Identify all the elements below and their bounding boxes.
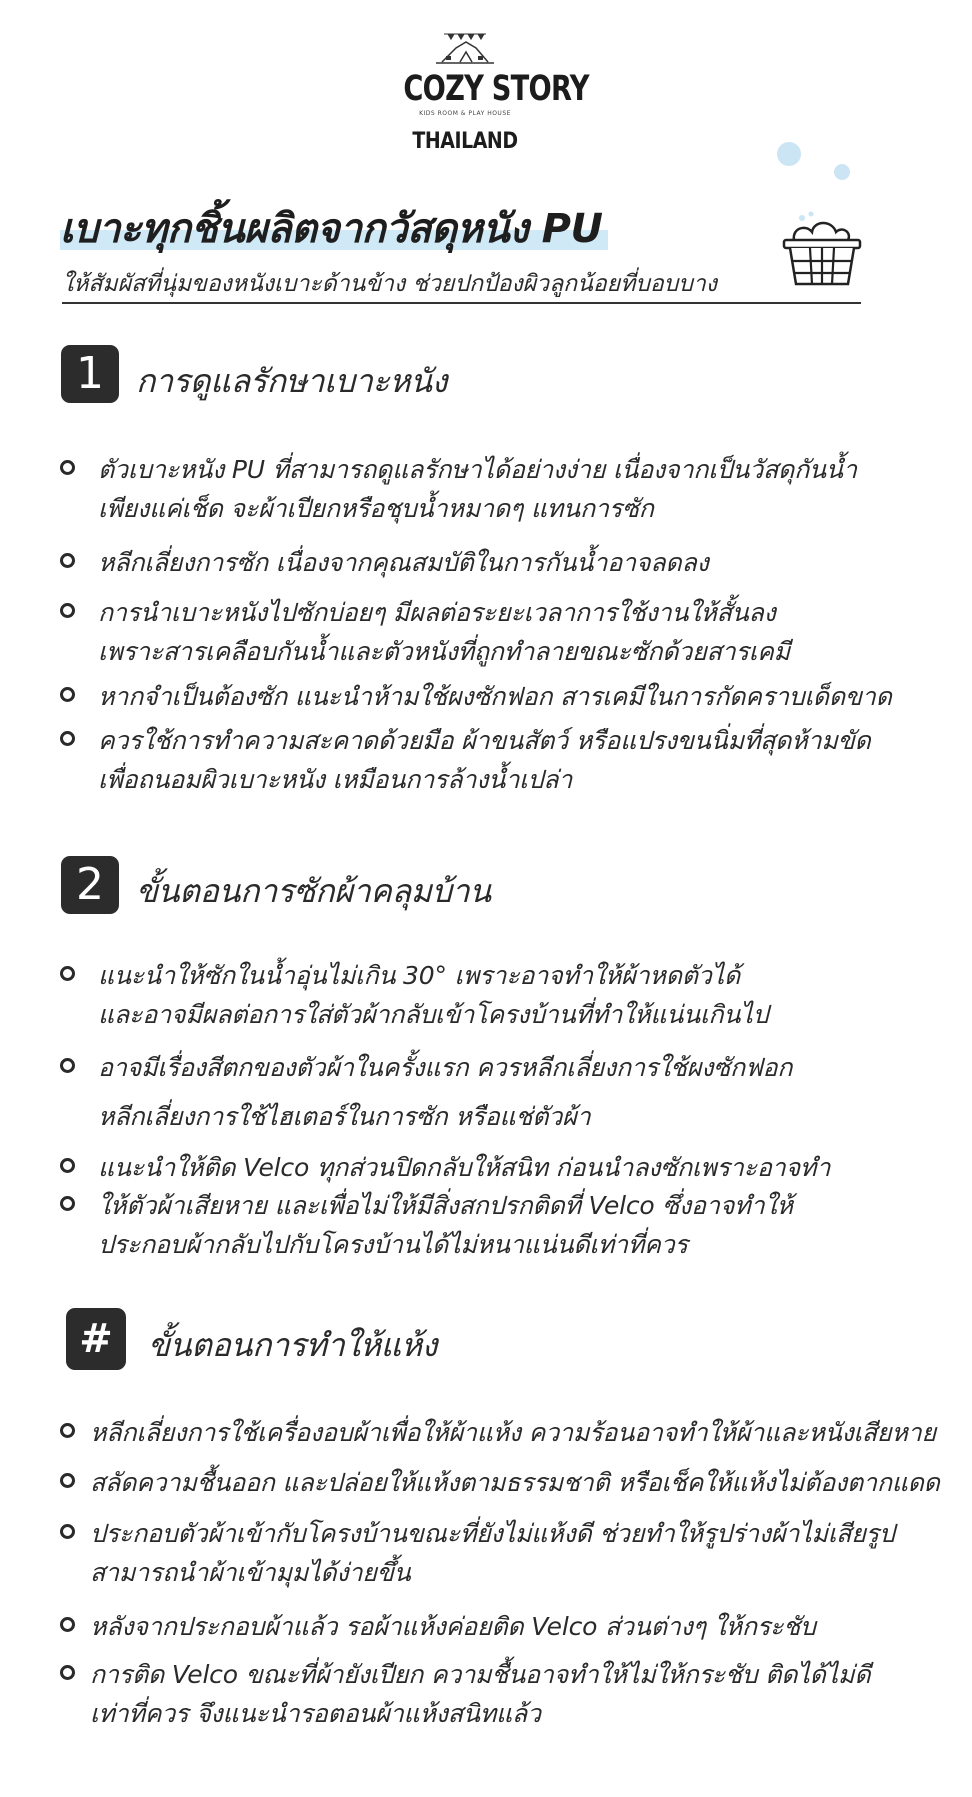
list-item-text: หลังจากประกอบผ้าแล้ว รอผ้าแห้งค่อยติด Velco ส่วนต่างๆ ให้กระชับ — [90, 1612, 816, 1641]
laundry-basket-icon — [780, 210, 864, 294]
bubble-decoration — [777, 142, 801, 166]
header-divider — [62, 302, 861, 304]
page-headline: เบาะทุกชิ้นผลิตจากวัสดุหนัง PU — [60, 206, 603, 252]
list-item-text: อาจมีเรื่องสีตกของตัวผ้าในครั้งแรก ควรหลีกเลี่ยงการใช้ผงซักฟอก — [98, 1053, 793, 1082]
bullet-icon — [60, 603, 75, 618]
list-item-text: หลีกเลี่ยงการซัก เนื่องจากคุณสมบัติในการกันน้ำอาจลดลง — [98, 548, 709, 577]
section-badge-2: 2 — [61, 856, 119, 914]
list-item-text: การติด Velco ขณะที่ผ้ายังเปียก ความชื้นอาจทำให้ไม่ให้กระชับ ติดได้ไม่ดี — [90, 1660, 871, 1689]
list-item-text: ประกอบผ้ากลับไปกับโครงบ้านได้ไม่หนาแน่นดีเท่าที่ควร — [98, 1230, 688, 1259]
list-item-text: และอาจมีผลต่อการใส่ตัวผ้ากลับเข้าโครงบ้านที่ทำให้แน่นเกินไป — [98, 1000, 769, 1029]
bullet-icon — [60, 731, 75, 746]
bullet-icon — [60, 1473, 75, 1488]
list-item-text: ให้ตัวผ้าเสียหาย และเพื่อไม่ให้มีสิ่งสกปรกติดที่ Velco ซึ่งอาจทำให้ — [98, 1191, 793, 1220]
section-title-3: ขั้นตอนการทำให้แห้ง — [148, 1326, 438, 1364]
section-title-2: ขั้นตอนการซักผ้าคลุมบ้าน — [136, 872, 491, 910]
list-item-text: เพราะสารเคลือบกันน้ำและตัวหนังที่ถูกทำลายขณะซักด้วยสารเคมี — [98, 637, 790, 666]
list-item-text: แนะนำให้ติด Velco ทุกส่วนปิดกลับให้สนิท ก่อนนำลงซักเพราะอาจทำ — [98, 1153, 831, 1182]
list-item-text: หลีกเลี่ยงการใช้ไฮเตอร์ในการซัก หรือแช่ตัวผ้า — [98, 1102, 591, 1131]
brand-name: COZY STORY — [403, 69, 589, 109]
list-item-text: การนำเบาะหนังไปซักบ่อยๆ มีผลต่อระยะเวลาการใช้งานให้สั้นลง — [98, 598, 776, 627]
list-item-text: ประกอบตัวผ้าเข้ากับโครงบ้านขณะที่ยังไม่แห้งดี ช่วยทำให้รูปร่างผ้าไม่เสียรูป — [90, 1519, 895, 1548]
bullet-icon — [60, 1524, 75, 1539]
list-item-text: เพียงแค่เช็ด จะผ้าเปียกหรือชุบน้ำหมาดๆ แทนการซัก — [98, 494, 654, 523]
bullet-icon — [60, 1158, 75, 1173]
list-item-text: หากจำเป็นต้องซัก แนะนำห้ามใช้ผงซักฟอก สารเคมีในการกัดคราบเด็ดขาด — [98, 682, 892, 711]
list-item-text: ควรใช้การทำความสะคาดด้วยมือ ผ้าขนสัตว์ หรือแปรงขนนิ่มที่สุดห้ามขัด — [98, 726, 871, 755]
bullet-icon — [60, 553, 75, 568]
brand-tagline: KIDS ROOM & PLAY HOUSE — [419, 110, 511, 117]
list-item-text: แนะนำให้ซักในน้ำอุ่นไม่เกิน 30° เพราะอาจทำให้ผ้าหดตัวได้ — [98, 961, 741, 990]
list-item-text: เท่าที่ควร จึงแนะนำรอตอนผ้าแห้งสนิทแล้ว — [90, 1699, 541, 1728]
page-subheadline: ให้สัมผัสที่นุ่มของหนังเบาะด้านข้าง ช่วยปกป้องผิวลูกน้อยที่บอบบาง — [62, 271, 718, 297]
brand-logo — [386, 28, 589, 154]
list-item-text: เพื่อถนอมผิวเบาะหนัง เหมือนการล้างน้ำเปล่า — [98, 765, 573, 794]
brand-country: THAILAND — [412, 129, 518, 154]
bullet-icon — [60, 1665, 75, 1680]
list-item-text: ตัวเบาะหนัง PU ที่สามารถดูแลรักษาได้อย่างง่าย เนื่องจากเป็นวัสดุกันน้ำ — [98, 455, 857, 484]
bullet-icon — [60, 460, 75, 475]
bullet-icon — [60, 1617, 75, 1632]
section-badge-3: # — [66, 1308, 126, 1370]
list-item-text: สามารถนำผ้าเข้ามุมได้ง่ายขึ้น — [90, 1558, 411, 1587]
list-item-text: สลัดความชื้นออก และปล่อยให้แห้งตามธรรมชาติ หรือเช็คให้แห้งไม่ต้องตากแดด — [90, 1468, 940, 1497]
bullet-icon — [60, 687, 75, 702]
bubble-decoration — [834, 164, 850, 180]
tent-icon — [430, 28, 500, 68]
section-title-1: การดูแลรักษาเบาะหนัง — [136, 362, 448, 400]
bullet-icon — [60, 1196, 75, 1211]
section-badge-1: 1 — [61, 345, 119, 403]
bullet-icon — [60, 1423, 75, 1438]
list-item-text: หลีกเลี่ยงการใช้เครื่องอบผ้าเพื่อให้ผ้าแห้ง ความร้อนอาจทำให้ผ้าและหนังเสียหาย — [90, 1418, 936, 1447]
bullet-icon — [60, 966, 75, 981]
bullet-icon — [60, 1058, 75, 1073]
